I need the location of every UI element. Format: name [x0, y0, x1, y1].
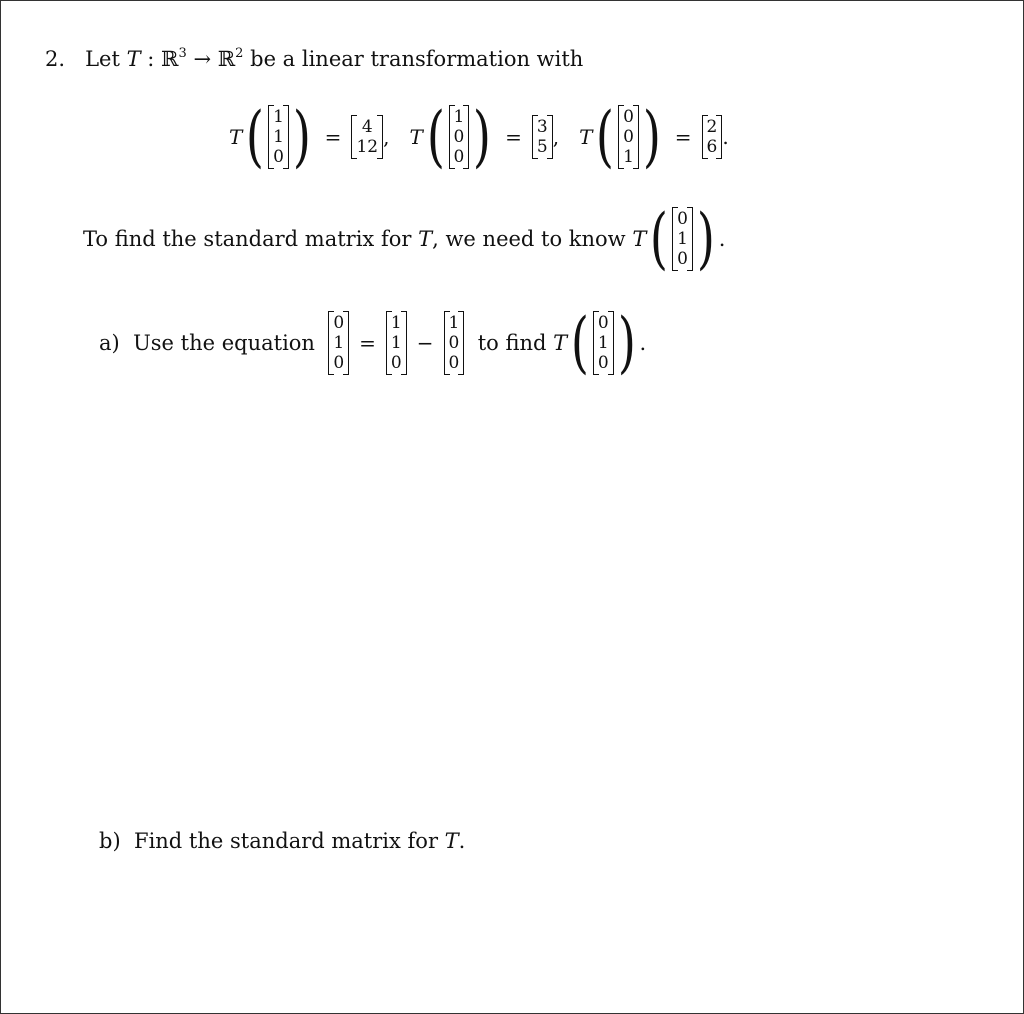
given-output-2: 3 5 — [532, 115, 553, 159]
problem-number: 2. — [45, 47, 66, 71]
problem-statement: 2. Let T : ℝ$^3$ → ℝ$^2$ be a linear transformation with — [45, 46, 584, 71]
given-input-1: 1 1 0 — [268, 105, 289, 169]
intro-target-vector: 0 1 0 — [672, 207, 693, 271]
given-input-2: 1 0 0 — [449, 105, 470, 169]
part-a-vector-2: 1 0 0 — [444, 311, 465, 375]
part-b-label: b) — [99, 829, 121, 853]
part-a-lhs-vector: 0 1 0 — [328, 311, 349, 375]
given-mappings: T ( 1 1 0 ) = 4 12 , T ( 1 0 0 ) = 3 5 , T ( 0 0 1 ) = 2 6 . — [229, 98, 729, 175]
given-output-1: 4 12 — [351, 115, 383, 159]
given-output-3: 2 6 — [702, 115, 723, 159]
given-input-3: 0 0 1 — [618, 105, 639, 169]
part-a-vector-1: 1 1 0 — [386, 311, 407, 375]
part-a-target-vector: 0 1 0 — [593, 311, 614, 375]
part-a: a) Use the equation 0 1 0 = 1 1 0 − 1 0 0 to find T ( 0 1 0 ) . — [99, 304, 647, 381]
part-a-label: a) — [99, 331, 120, 355]
part-b: b) Find the standard matrix for T. — [99, 829, 466, 853]
intro-sentence: To find the standard matrix for T , we need to know T ( 0 1 0 ) . — [83, 200, 726, 277]
